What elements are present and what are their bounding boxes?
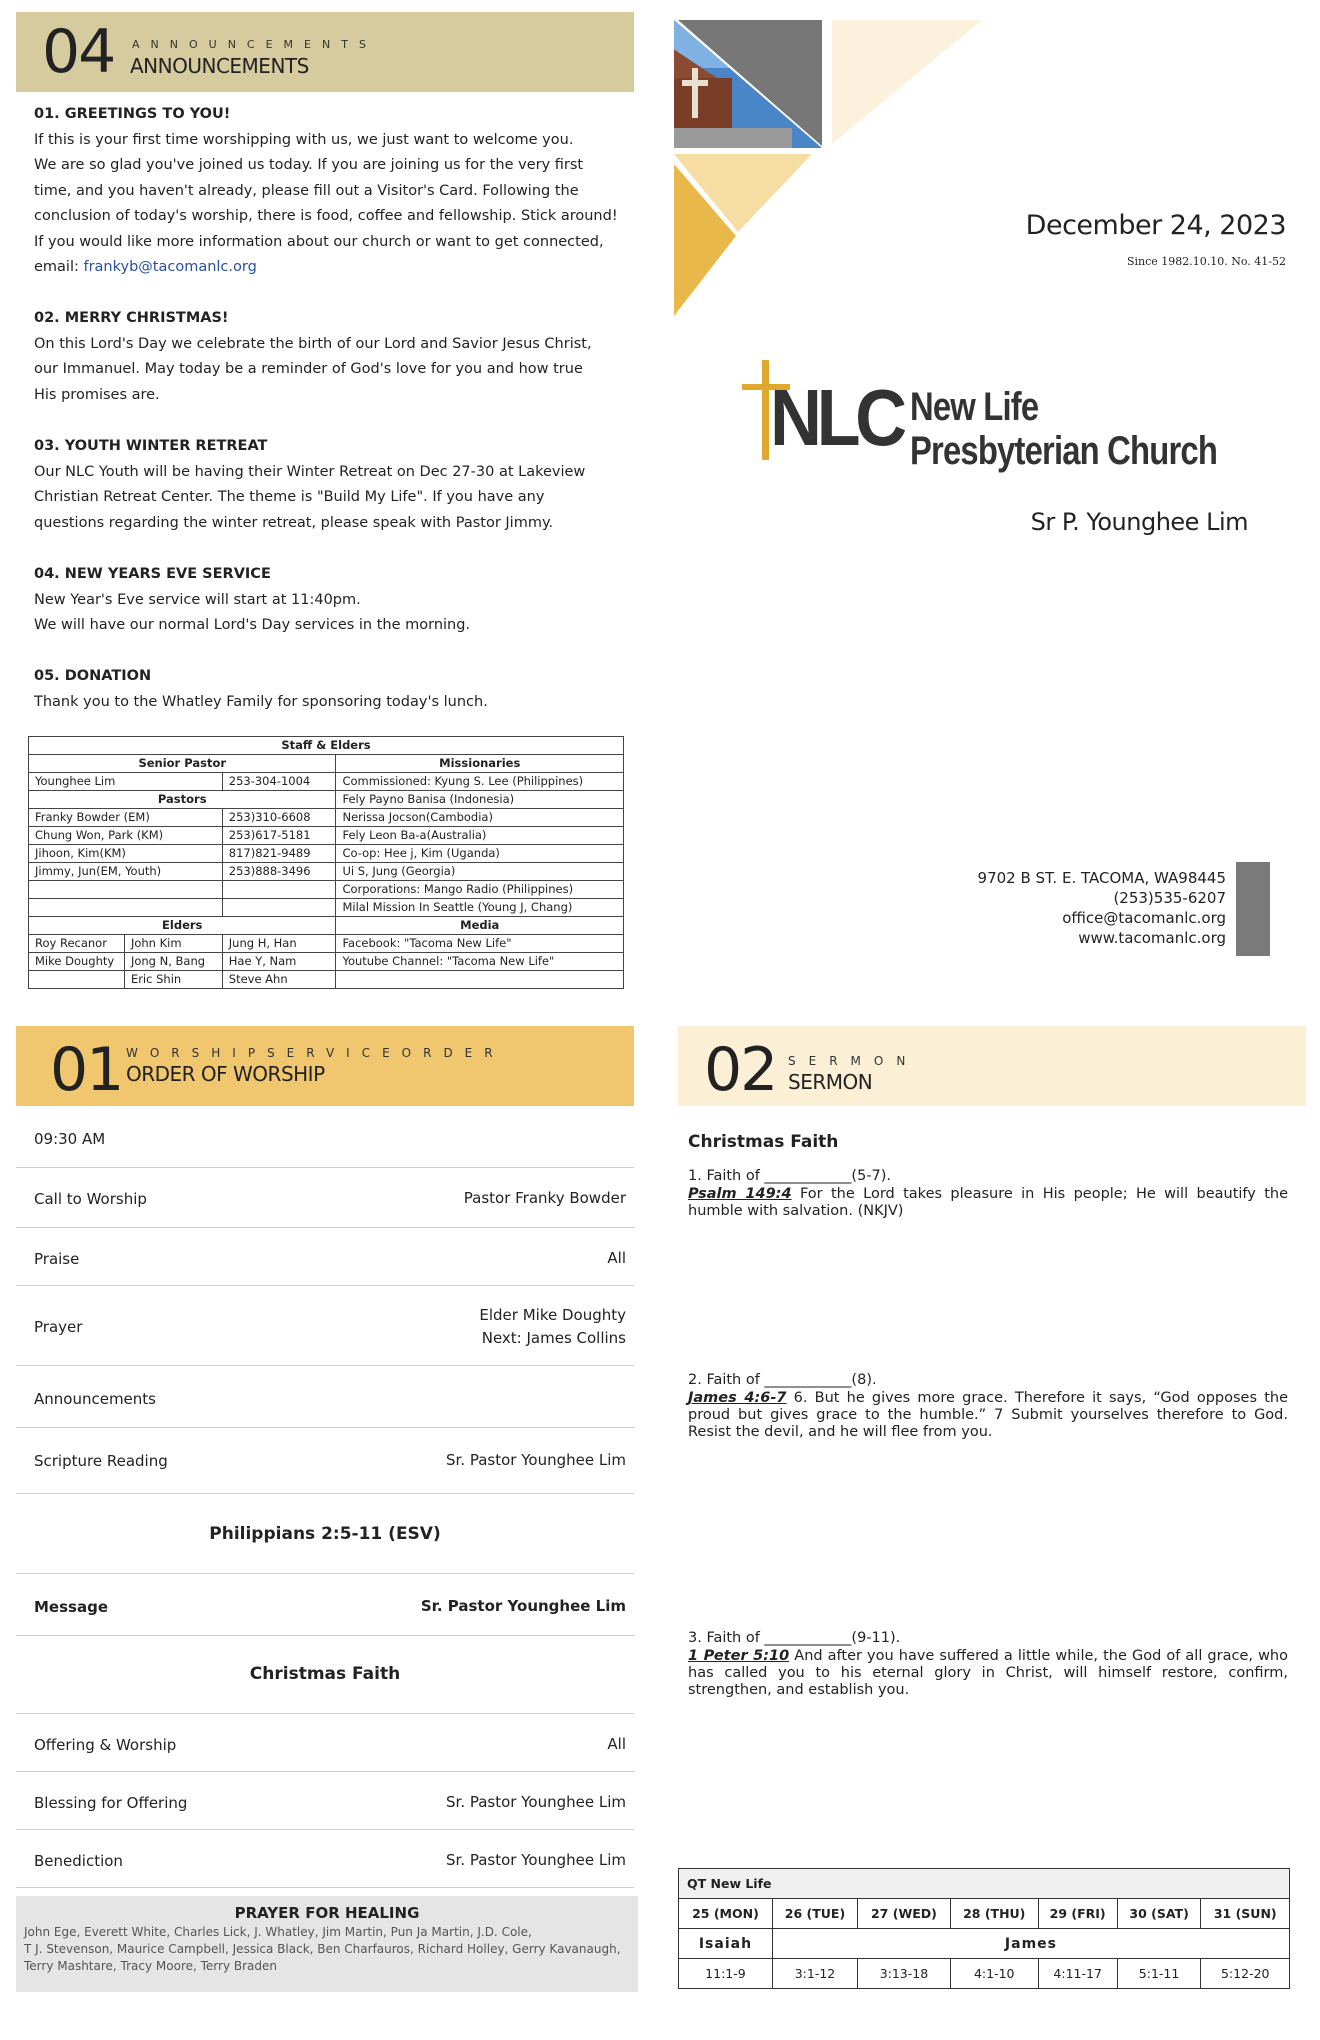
scripture-text: And after you have suffered a little while, the God of all grace, who has called you to his eternal glory in Christ, will himself restore, confirm, strengthen, and establish you. [688, 1648, 1288, 1698]
worship-item-label: Praise [34, 1250, 80, 1268]
qt-reading: 3:13-18 [858, 1959, 951, 1989]
qt-day: 28 (THU) [950, 1899, 1038, 1929]
announcement-line: our Immanuel. May today be a reminder of God's love for you and how true [34, 361, 583, 377]
section-number: 02 [704, 1035, 777, 1105]
point-label: 2. Faith of ____________(8). [688, 1372, 877, 1388]
announcement-line: New Year's Eve service will start at 11:40pm. [34, 591, 361, 608]
missionary: Milal Mission In Seattle (Young J, Chang) [336, 899, 624, 917]
message-title-row [16, 1636, 634, 1714]
point-scripture [688, 1390, 1288, 1441]
healing-line: Terry Mashtare, Tracy Moore, Terry Braden [24, 1959, 278, 1973]
media-item: Facebook: "Tacoma New Life" [336, 935, 624, 953]
sermon-point-1 [688, 1166, 1288, 1220]
worship-item [16, 1168, 634, 1228]
scripture-text: 6. But he gives more grace. Therefore it says, “God opposes the proud but gives grace to the humble.” 7 Submit yourselves therefore to God. Resist the devil, and he will flee from you. [688, 1390, 1288, 1440]
media-item: Youtube Channel: "Tacoma New Life" [336, 953, 624, 971]
worship-item-leader: Pastor Franky Bowder [463, 1189, 626, 1207]
announcement-line: conclusion of today's worship, there is food, coffee and fellowship. Stick around! [34, 208, 618, 224]
empty-cell [222, 881, 336, 899]
sermon-header [678, 1026, 1306, 1106]
sermon-point-3 [688, 1628, 1288, 1699]
prayer-leader: Elder Mike Doughty [479, 1306, 626, 1324]
scripture-reference: Philippians 2:5-11 (ESV) [209, 1524, 441, 1544]
cover-since: Since 1982.10.10. No. 41-52 [1126, 255, 1286, 268]
sermon-heading: Christmas Faith [688, 1132, 839, 1152]
message-preacher: Sr. Pastor Younghee Lim [420, 1597, 626, 1615]
worship-item [16, 1286, 634, 1366]
point-scripture [688, 1186, 1288, 1220]
website[interactable]: www.tacomanlc.org [1078, 929, 1226, 947]
healing-line: John Ege, Everett White, Charles Lick, J. Whatley, Jim Martin, Pun Ja Martin, J.D. Cole, [24, 1925, 532, 1939]
missionary: Fely Leon Ba-a(Australia) [336, 827, 624, 845]
announcement-line: If this is your first time worshipping with us, we just want to welcome you. [34, 131, 574, 148]
section-title: ORDER OF WORSHIP [126, 1062, 325, 1086]
worship-item-label: Prayer [34, 1318, 83, 1336]
cover-pastor: Sr P. Younghee Lim [1030, 508, 1248, 536]
elder: John Kim [124, 935, 222, 953]
cover-graphic [672, 18, 992, 320]
worship-item-label: Scripture Reading [34, 1452, 168, 1470]
staff-table [28, 736, 624, 989]
announcement-1 [34, 102, 634, 281]
qt-table [678, 1868, 1290, 1989]
section-number: 01 [50, 1035, 123, 1105]
message-title: Christmas Faith [249, 1664, 401, 1684]
worship-item [16, 1428, 634, 1494]
announcement-heading: 01. GREETINGS TO YOU! [34, 106, 231, 122]
announcement-line: Christian Retreat Center. The theme is "Build My Life". If you have any [34, 489, 545, 505]
section-title: SERMON [788, 1070, 873, 1094]
missionary: Commissioned: Kyung S. Lee (Philippines) [336, 773, 624, 791]
qt-day: 25 (MON) [679, 1899, 773, 1929]
section-spaced-title: WORSHIPSERVICEORDER [126, 1046, 505, 1060]
address: 9702 B ST. E. TACOMA, WA98445 [977, 869, 1226, 887]
qt-reading: 5:12-20 [1201, 1959, 1290, 1989]
pastor-phone: 817)821-9489 [222, 845, 336, 863]
elder: Jung H, Han [222, 935, 336, 953]
announcement-3 [34, 434, 634, 536]
announcement-4 [34, 562, 634, 639]
senior-pastor-header: Senior Pastor [29, 755, 336, 773]
qt-day: 26 (TUE) [772, 1899, 857, 1929]
announcement-5 [34, 664, 634, 715]
worship-item [16, 1830, 634, 1888]
qt-title: QT New Life [679, 1869, 1290, 1899]
pastor-phone: 253)617-5181 [222, 827, 336, 845]
worship-header [16, 1026, 634, 1106]
healing-line: T J. Stevenson, Maurice Campbell, Jessica Black, Ben Charfauros, Richard Holley, Gerry Kavanaugh, [24, 1942, 621, 1956]
announcement-email-line [34, 255, 634, 281]
senior-pastor-phone: 253-304-1004 [222, 773, 336, 791]
announcement-line: If you would like more information about our church or want to get connected, [34, 233, 604, 250]
qt-reading: 11:1-9 [679, 1959, 773, 1989]
scripture-ref: 1 Peter 5:10 [688, 1648, 790, 1664]
elder: Hae Y, Nam [222, 953, 336, 971]
elder: Mike Doughty [29, 953, 125, 971]
qt-book: Isaiah [679, 1929, 773, 1959]
announcement-line: His promises are. [34, 386, 160, 403]
healing-title: PRAYER FOR HEALING [234, 1904, 420, 1922]
worship-item-leader: Sr. Pastor Younghee Lim [446, 1793, 626, 1811]
staff-title: Staff & Elders [29, 737, 624, 755]
point-label: 3. Faith of ____________(9-11). [688, 1630, 901, 1646]
announcement-heading: 05. DONATION [34, 668, 152, 684]
pastor-name: Franky Bowder (EM) [29, 809, 223, 827]
pastor-name: Chung Won, Park (KM) [29, 827, 223, 845]
empty-cell [222, 899, 336, 917]
cream-triangle [832, 20, 982, 144]
elder: Jong N, Bang [124, 953, 222, 971]
worship-item [16, 1366, 634, 1428]
message-row [16, 1574, 634, 1636]
section-spaced-title: ANNOUNCEMENTS [132, 38, 377, 51]
elders-header: Elders [29, 917, 336, 935]
pastor-phone: 253)310-6608 [222, 809, 336, 827]
announcement-line: Thank you to the Whatley Family for sponsoring today's lunch. [34, 693, 488, 710]
section-number: 04 [42, 17, 115, 87]
worship-item-label: Announcements [34, 1390, 156, 1408]
missionary: Ui S, Jung (Georgia) [336, 863, 624, 881]
point-label: 1. Faith of ____________(5-7). [688, 1168, 892, 1184]
missionary: Co-op: Hee j, Kim (Uganda) [336, 845, 624, 863]
scripture-row [16, 1494, 634, 1574]
scripture-ref: James 4:6-7 [688, 1390, 787, 1406]
qt-reading: 5:1-11 [1117, 1959, 1201, 1989]
worship-item-label: Blessing for Offering [34, 1794, 188, 1812]
announcement-line: time, and you haven't already, please fill out a Visitor's Card. Following the [34, 182, 579, 199]
office-email[interactable]: office@tacomanlc.org [1062, 909, 1226, 927]
media-header: Media [336, 917, 624, 935]
contact-block [978, 868, 1226, 948]
announcement-line: We are so glad you've joined us today. If you are joining us for the very first [34, 157, 584, 173]
gray-accent-bar [1236, 862, 1270, 956]
announcement-line: Our NLC Youth will be having their Winter Retreat on Dec 27-30 at Lakeview [34, 463, 586, 480]
church-name-line2: Presbyterian Church [910, 429, 1218, 473]
worship-item-leader: All [607, 1249, 626, 1267]
elder: Steve Ahn [222, 971, 336, 989]
elder [29, 971, 125, 989]
qt-day: 30 (SAT) [1117, 1899, 1201, 1929]
missionary: Fely Payno Banisa (Indonesia) [336, 791, 624, 809]
announcement-heading: 04. NEW YEARS EVE SERVICE [34, 566, 271, 582]
church-logo [740, 358, 1260, 473]
church-name-line1: New Life [910, 385, 1039, 429]
worship-time-row [16, 1106, 634, 1168]
announcement-line: We will have our normal Lord's Day services in the morning. [34, 617, 471, 633]
worship-item [16, 1714, 634, 1772]
sermon-point-2 [688, 1370, 1288, 1441]
email-link[interactable]: frankyb@tacomanlc.org [83, 259, 257, 275]
logo-letters: NLC [770, 373, 902, 462]
worship-item-label: Offering & Worship [34, 1736, 177, 1754]
worship-item-leader [479, 1304, 626, 1350]
qt-day: 27 (WED) [858, 1899, 951, 1929]
pastor-name: Jihoon, Kim(KM) [29, 845, 223, 863]
worship-item-leader: Sr. Pastor Younghee Lim [446, 1851, 626, 1869]
qt-day: 29 (FRI) [1038, 1899, 1117, 1929]
healing-names [16, 1922, 638, 1975]
worship-item-leader: All [607, 1735, 626, 1753]
senior-pastor-name: Younghee Lim [29, 773, 223, 791]
pastor-phone: 253)888-3496 [222, 863, 336, 881]
prayer-for-healing [16, 1896, 638, 1992]
phone: (253)535-6207 [1113, 889, 1226, 907]
scripture-text: For the Lord takes pleasure in His people; He will beautify the humble with salvation. (NKJV) [688, 1186, 1288, 1219]
announcements-header [16, 12, 634, 92]
email-prefix: email: [34, 259, 84, 275]
pastors-header: Pastors [29, 791, 336, 809]
scripture-ref: Psalm 149:4 [688, 1186, 792, 1202]
worship-item-label: Benediction [34, 1852, 123, 1870]
announcement-line: On this Lord's Day we celebrate the birth of our Lord and Savior Jesus Christ, [34, 335, 592, 352]
qt-book: James [772, 1929, 1289, 1959]
worship-item [16, 1772, 634, 1830]
announcement-2 [34, 306, 634, 408]
announcement-heading: 02. MERRY CHRISTMAS! [34, 310, 229, 326]
empty-cell [29, 881, 223, 899]
section-spaced-title: SERMON [788, 1054, 919, 1068]
elder: Eric Shin [124, 971, 222, 989]
announcement-heading: 03. YOUTH WINTER RETREAT [34, 438, 268, 454]
empty-cell [336, 971, 624, 989]
worship-item-leader: Sr. Pastor Younghee Lim [446, 1451, 626, 1469]
qt-reading: 4:11-17 [1038, 1959, 1117, 1989]
point-scripture [688, 1648, 1288, 1699]
pastor-name: Jimmy, Jun(EM, Youth) [29, 863, 223, 881]
announcement-line: questions regarding the winter retreat, please speak with Pastor Jimmy. [34, 514, 554, 531]
missionary: Corporations: Mango Radio (Philippines) [336, 881, 624, 899]
worship-item-label: Call to Worship [34, 1190, 147, 1208]
elder: Roy Recanor [29, 935, 125, 953]
missionary: Nerissa Jocson(Cambodia) [336, 809, 624, 827]
section-title: ANNOUNCEMENTS [130, 54, 309, 78]
service-time: 09:30 AM [34, 1130, 106, 1148]
qt-day: 31 (SUN) [1201, 1899, 1290, 1929]
qt-reading: 4:1-10 [950, 1959, 1038, 1989]
missionaries-header: Missionaries [336, 755, 624, 773]
qt-reading: 3:1-12 [772, 1959, 857, 1989]
message-label: Message [34, 1598, 108, 1616]
prayer-next: Next: James Collins [481, 1329, 626, 1347]
cover-date: December 24, 2023 [1025, 210, 1286, 241]
worship-item [16, 1228, 634, 1286]
empty-cell [29, 899, 223, 917]
